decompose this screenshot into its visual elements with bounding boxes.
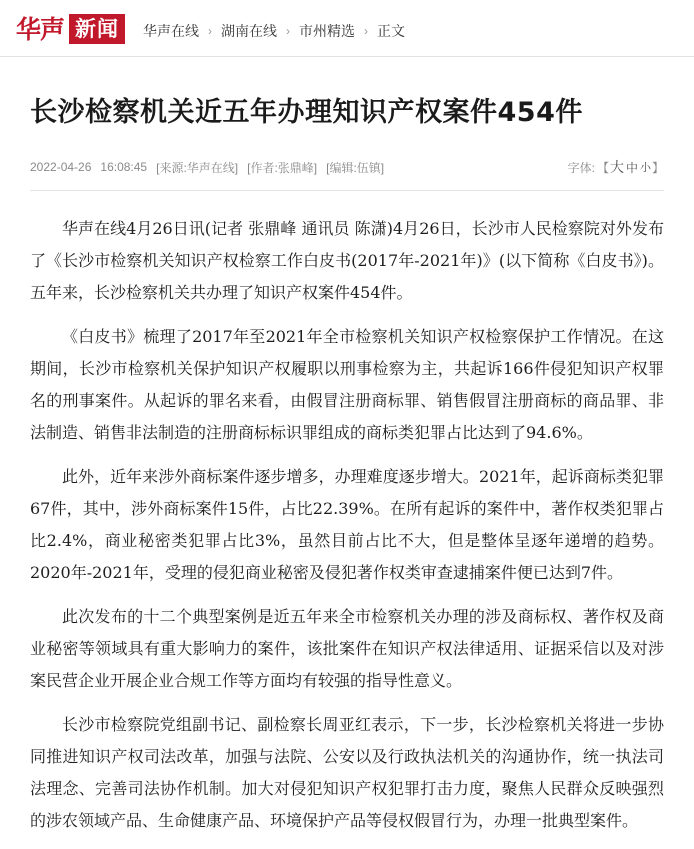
font-size-label: 字体: — [567, 160, 595, 175]
breadcrumb-item-2[interactable]: 市州精选 — [299, 23, 356, 39]
article-paragraph: 此次发布的十二个典型案例是近五年来全市检察机关办理的涉及商标权、著作权及商业秘密等领域具有重大影响力的案件，该批案件在知识产权法律适用、证据采信以及对涉案民营企业开展企业合规工作等方面均有较强的指导性意义。 — [30, 607, 664, 691]
article-paragraph: 此外，近年来涉外商标案件逐步增多，办理难度逐步增大。2021年，起诉商标类犯罪67件，其中，涉外商标案件15件，占比22.39%。在所有起诉的案件中，著作权类犯罪占比2.4%，商业秘密类犯罪占比3%，虽然目前占比不大，但是整体呈逐年递增的趋势。2020年-2021年，受理的侵犯商业秘密及侵犯著作权类审查逮捕案件便已达到7件。 — [30, 467, 664, 583]
breadcrumb-separator-0: › — [208, 24, 213, 38]
breadcrumb-item-1[interactable]: 湖南在线 — [221, 23, 278, 39]
font-size-switcher — [568, 157, 664, 177]
font-size-large-button[interactable]: 大 — [609, 159, 624, 176]
publish-time: 16:08:45 — [100, 160, 148, 175]
logo-text: 华声 — [16, 14, 65, 44]
breadcrumb — [143, 17, 405, 41]
logo-badge: 新闻 — [69, 14, 125, 44]
article-source: [来源:华声在线] — [156, 160, 239, 175]
breadcrumb-item-3: 正文 — [377, 23, 406, 39]
page-title: 长沙检察机关近五年办理知识产权案件454件 — [30, 97, 583, 128]
breadcrumb-separator-1: › — [286, 24, 291, 38]
font-size-small-button[interactable]: 小 — [639, 162, 651, 175]
font-size-medium-button[interactable]: 中 — [625, 160, 638, 175]
breadcrumb-separator-2: › — [364, 24, 369, 38]
article-paragraph: 《白皮书》梳理了2017年至2021年全市检察机关知识产权检察保护工作情况。在这期间，长沙市检察机关保护知识产权履职以刑事检察为主，共起诉166件侵犯知识产权罪名的刑事案件。从起诉的罪名来看，由假冒注册商标罪、销售假冒注册商标的商品罪、非法制造、销售非法制造的注册商标标识罪组成的商标类犯罪占比达到了94.6%。 — [30, 327, 664, 443]
article-meta-bar — [30, 157, 664, 191]
article-meta-left — [30, 159, 384, 176]
publish-date: 2022-04-26 — [30, 160, 92, 175]
article-author: [作者:张鼎峰] — [247, 160, 318, 175]
font-size-bracket-open: 【 — [596, 160, 609, 175]
site-logo[interactable] — [16, 14, 125, 44]
font-size-bracket-close: 】 — [651, 160, 664, 175]
article-editor: [编辑:伍镇] — [326, 160, 385, 175]
article-container — [0, 95, 694, 837]
article-paragraph: 华声在线4月26日讯(记者 张鼎峰 通讯员 陈潇)4月26日，长沙市人民检察院对外发布了《长沙市检察机关知识产权检察工作白皮书(2017年-2021年)》(以下简称《白皮书》)。五年来，长沙检察机关共办理了知识产权案件454件。 — [30, 219, 664, 303]
article-paragraph: 长沙市检察院党组副书记、副检察长周亚红表示，下一步，长沙检察机关将进一步协同推进知识产权司法改革，加强与法院、公安以及行政执法机关的沟通协作，统一执法司法理念、完善司法协作机制。加大对侵犯知识产权犯罪打击力度，聚焦人民群众反映强烈的涉农领域产品、生命健康产品、环境保护产品等侵权假冒行为，办理一批典型案件。 — [30, 715, 664, 831]
site-header — [0, 0, 694, 57]
article-body — [30, 213, 664, 837]
breadcrumb-item-0[interactable]: 华声在线 — [143, 23, 200, 39]
